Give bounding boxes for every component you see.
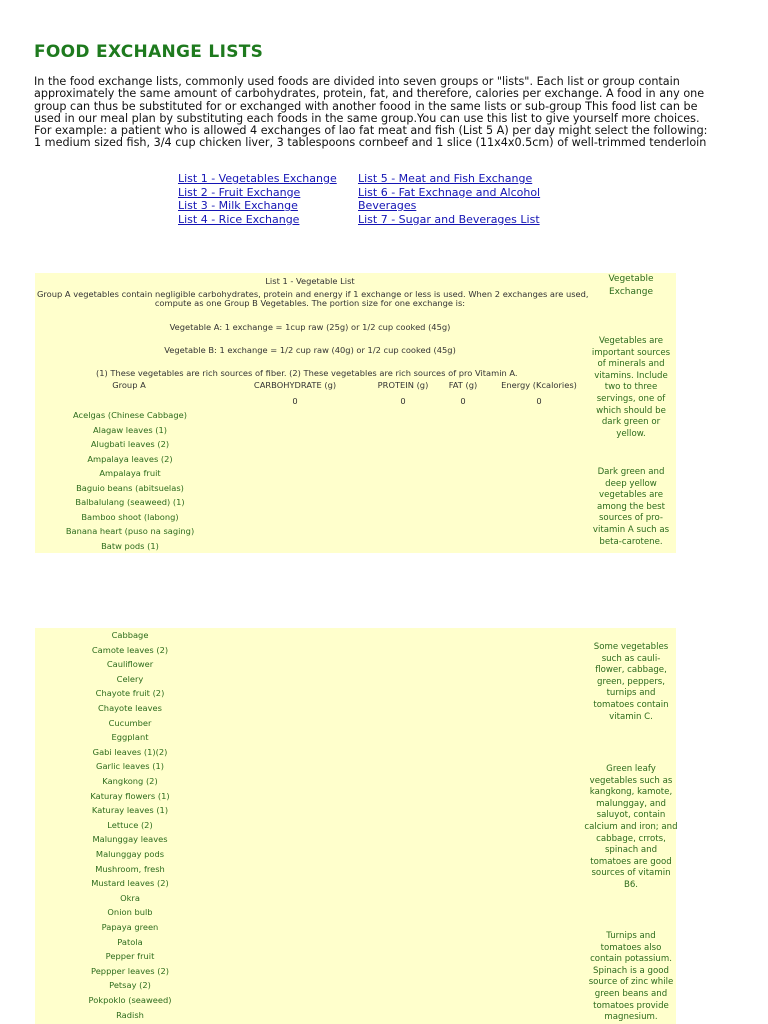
list-links-right xyxy=(358,172,540,226)
col-group-a: Group A xyxy=(112,380,146,390)
vegetable-table-2 xyxy=(35,628,676,1024)
list-item: Balbalulang (seaweed) (1) xyxy=(75,497,185,507)
col-energy: Energy (Kcalories) xyxy=(501,380,577,390)
note-vitamin-c: Some vegetables such as cauli-flower, cabbage, green, peppers, turnips and tomatoes contain vitamin C. xyxy=(593,642,669,722)
val-energy: 0 xyxy=(536,396,542,406)
list-item: Baguio beans (abitsuelas) xyxy=(76,482,184,493)
list-item: Katuray leaves (1) xyxy=(91,805,169,816)
fiber-vitamin-notes: (1) These vegetables are rich sources of fiber. (2) These vegetables are rich sources of pro Vitamin A. xyxy=(96,368,518,378)
list-item: Mushroom, fresh xyxy=(95,863,165,874)
val-carbohydrate: 0 xyxy=(292,396,298,406)
note-minerals-vitamins: Vegetables are important sources of minerals and vitamins. Include two to three servings, one of which should be dark green or yellow. xyxy=(591,336,671,439)
list-item: Radish xyxy=(116,1009,144,1020)
list-item: Bamboo shoot (labong) xyxy=(81,511,179,522)
list-item: Banana heart (puso na saging) xyxy=(65,526,195,536)
list-item: Pokpoklo (seaweed) xyxy=(88,995,172,1005)
list-item: Papaya green xyxy=(101,922,159,932)
list-item: Cabbage xyxy=(111,630,149,640)
group-a-description: Group A vegetables contain negligible carbohydrates, protein and energy if 1 exchange or less is used. When 2 exchanges are used, xyxy=(37,289,589,299)
list-item: Cucumber xyxy=(108,717,152,728)
list-item: Peppper leaves (2) xyxy=(91,965,169,976)
link-list-4[interactable]: List 4 - Rice Exchange xyxy=(178,212,300,226)
vegetable-b-portion: Vegetable B: 1 exchange = 1/2 cup raw (40g) or 1/2 cup cooked (45g) xyxy=(164,345,456,355)
list-item: Celery xyxy=(116,673,144,684)
list-item: Lettuce (2) xyxy=(107,819,153,830)
link-list-1[interactable]: List 1 - Vegetables Exchange xyxy=(178,172,337,185)
col-fat: FAT (g) xyxy=(448,380,478,390)
header-exchange: Exchange xyxy=(609,287,653,297)
list-item: Ampalaya leaves (2) xyxy=(87,453,173,464)
list-item: Ampalaya fruit xyxy=(99,468,161,478)
list-item: Patola xyxy=(117,936,143,947)
vegetable-a-portion: Vegetable A: 1 exchange = 1cup raw (25g) or 1/2 cup cooked (45g) xyxy=(169,322,451,332)
list-item: Kangkong (2) xyxy=(102,776,158,786)
val-fat: 0 xyxy=(460,396,466,406)
link-list-6[interactable]: List 6 - Fat Exchnage and Alcohol xyxy=(358,185,541,199)
list-item: Alugbati leaves (2) xyxy=(90,439,170,449)
list-item: Camote leaves (2) xyxy=(91,644,169,655)
table-caption: List 1 - Vegetable List xyxy=(265,276,355,286)
list-item: Alagaw leaves (1) xyxy=(92,424,168,435)
link-list-7[interactable]: List 7 - Sugar and Beverages List xyxy=(358,212,540,226)
link-list-3[interactable]: List 3 - Milk Exchange xyxy=(178,199,298,212)
intro-paragraph: In the food exchange lists, commonly used foods are divided into seven groups or "lists". Each list or group contain approximately the same amount of carbohydrates, protein, fat, and therefore, calories per exchange. A food in any one group can thus be substituted for or exchanged with another foood in the same lists or sub-group This food list can be used in our meal plan by substituting each foods in the same group.You can use this list to give yourself more choices. For example: a patient who is allowed 4 exchanges of lao fat meat and fish (List 5 A) per day might select the following: 1 medium sized fish, 3/4 cup chicken liver, 3 tablespoons cornbeef and 1 slice (11x4x0.5cm) of well-trimmed tenderloin xyxy=(34,75,708,150)
list-item: Acelgas (Chinese Cabbage) xyxy=(73,410,187,420)
list-item: Gabi leaves (1)(2) xyxy=(92,746,168,757)
page-title: FOOD EXCHANGE LISTS xyxy=(34,42,264,62)
note-calcium-iron: Green leafy vegetables such as kangkong, kamote, malunggay, and saluyot, contain calcium and iron; and cabbage, crrots, spinach and tomatoes are good sources of vitamin B6. xyxy=(584,764,678,890)
list-links-left xyxy=(178,172,337,226)
list-item: Malunggay pods xyxy=(95,849,165,859)
link-list-5[interactable]: List 5 - Meat and Fish Exchange xyxy=(358,172,533,185)
list-item: Eggplant xyxy=(111,732,149,743)
col-protein: PROTEIN (g) xyxy=(377,380,429,390)
header-vegetable: Vegetable xyxy=(608,274,654,284)
list-item: Petsay (2) xyxy=(109,980,151,991)
note-pro-vitamin-a: Dark green and deep yellow vegetables are among the best sources of pro-vitamin A such as beta-carotene. xyxy=(592,467,670,547)
vegetable-table-1 xyxy=(35,273,676,553)
val-protein: 0 xyxy=(400,396,406,406)
link-list-2[interactable]: List 2 - Fruit Exchange xyxy=(178,185,301,199)
col-carbohydrate: CARBOHYDRATE (g) xyxy=(253,380,337,390)
link-list-6-cont[interactable]: Beverages xyxy=(358,199,417,212)
list-item: Malunggay leaves xyxy=(92,834,168,845)
list-item: Onion bulb xyxy=(107,907,153,918)
note-potassium: Turnips and tomatoes also contain potassium. Spinach is a good source of zinc while green beans and tomatoes provide magnesium. xyxy=(588,931,674,1023)
list-item: Chayote fruit (2) xyxy=(95,688,165,699)
list-item: Cauliflower xyxy=(106,659,154,670)
list-item: Pepper fruit xyxy=(105,951,155,962)
group-a-description-2: compute as one Group B Vegetables. The portion size for one exchange is: xyxy=(154,298,466,308)
list-item: Katuray flowers (1) xyxy=(90,790,170,801)
list-item: Batw pods (1) xyxy=(101,540,159,551)
list-item: Chayote leaves xyxy=(98,703,162,713)
list-item: Mustard leaves (2) xyxy=(91,878,169,889)
list-item: Okra xyxy=(120,892,140,903)
list-item: Garlic leaves (1) xyxy=(96,761,164,772)
